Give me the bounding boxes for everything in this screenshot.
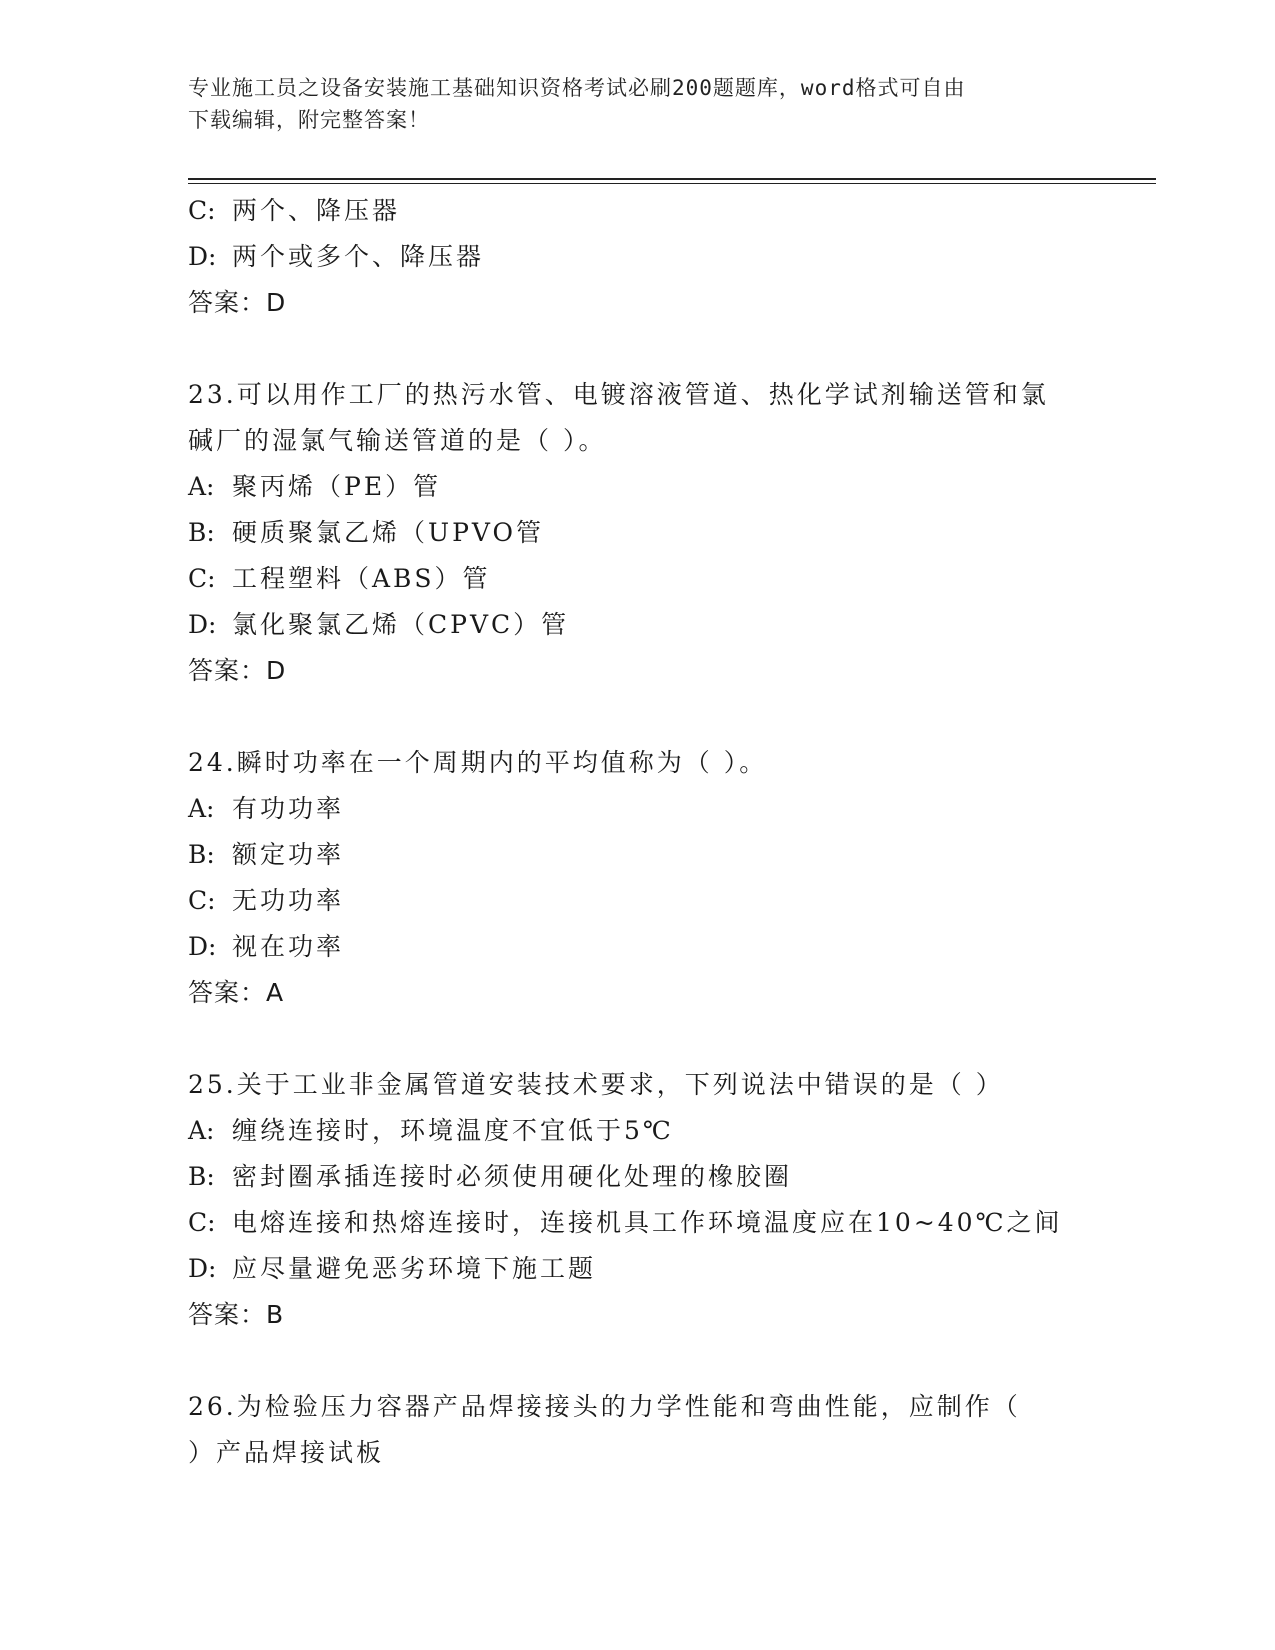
- question-24: [188, 740, 1088, 1016]
- spacer: [188, 1016, 1088, 1062]
- option-d: [188, 1246, 1088, 1292]
- spacer: [188, 326, 1088, 372]
- header-rule-thick: [188, 178, 1156, 180]
- option-text: 两个、降压器: [232, 196, 401, 225]
- question-stem-line: 25.关于工业非金属管道安装技术要求，下列说法中错误的是（ ）: [188, 1070, 1004, 1099]
- question-stem-line: 碱厂的湿氯气输送管道的是（ ）。: [188, 426, 607, 455]
- option-key: D:: [188, 1254, 217, 1283]
- prev-question-block: [188, 188, 1088, 326]
- option-key: D:: [188, 932, 217, 961]
- option-b: [188, 510, 1088, 556]
- option-key: C:: [188, 1208, 216, 1237]
- option-text: 硬质聚氯乙烯（UPVO管: [232, 518, 545, 547]
- question-stem-line: 24.瞬时功率在一个周期内的平均值称为（ ）。: [188, 748, 768, 777]
- option-key: D:: [188, 610, 217, 639]
- option-text: 应尽量避免恶劣环境下施工题: [232, 1254, 597, 1283]
- question-26: [188, 1384, 1088, 1476]
- answer-line: 答案：D: [188, 656, 287, 685]
- option-text: 视在功率: [232, 932, 345, 961]
- option-b: [188, 1154, 1088, 1200]
- answer-line: 答案：A: [188, 978, 285, 1007]
- option-text: 电熔连接和热熔连接时，连接机具工作环境温度应在10~40℃之间: [232, 1208, 1063, 1237]
- answer-line: 答案：D: [188, 288, 287, 317]
- option-a: [188, 786, 1088, 832]
- header-rule-thin: [188, 183, 1156, 184]
- option-key: B:: [188, 518, 215, 547]
- option-key: A:: [188, 472, 215, 501]
- option-c: [188, 556, 1088, 602]
- option-text: 额定功率: [232, 840, 345, 869]
- option-c: [188, 188, 1088, 234]
- question-stem-line: ）产品焊接试板: [188, 1438, 385, 1467]
- option-key: A:: [188, 794, 215, 823]
- spacer: [188, 1338, 1088, 1384]
- option-key: A:: [188, 1116, 215, 1145]
- option-text: 聚丙烯（PE）管: [232, 472, 442, 501]
- option-text: 缠绕连接时，环境温度不宜低于5℃: [232, 1116, 674, 1145]
- option-b: [188, 832, 1088, 878]
- option-text: 无功功率: [232, 886, 345, 915]
- option-key: C:: [188, 196, 216, 225]
- header-line-1: 专业施工员之设备安装施工基础知识资格考试必刷200题题库，word格式可自由: [188, 76, 966, 100]
- option-d: [188, 602, 1088, 648]
- option-text: 两个或多个、降压器: [232, 242, 485, 271]
- document-header: [188, 72, 1088, 136]
- header-line-2: 下载编辑，附完整答案！: [188, 108, 430, 132]
- question-stem-line: 26.为检验压力容器产品焊接接头的力学性能和弯曲性能，应制作（: [188, 1392, 1021, 1421]
- question-25: [188, 1062, 1088, 1338]
- option-d: [188, 234, 1088, 280]
- option-key: C:: [188, 564, 216, 593]
- option-text: 密封圈承插连接时必须使用硬化处理的橡胶圈: [232, 1162, 793, 1191]
- question-stem-line: 23.可以用作工厂的热污水管、电镀溶液管道、热化学试剂输送管和氯: [188, 380, 1049, 409]
- question-content: [188, 188, 1088, 1476]
- option-text: 工程塑料（ABS）管: [232, 564, 491, 593]
- option-a: [188, 464, 1088, 510]
- option-key: C:: [188, 886, 216, 915]
- answer-line: 答案：B: [188, 1300, 285, 1329]
- option-text: 有功功率: [232, 794, 345, 823]
- spacer: [188, 694, 1088, 740]
- option-c: [188, 1200, 1088, 1246]
- option-d: [188, 924, 1088, 970]
- option-key: B:: [188, 840, 215, 869]
- option-text: 氯化聚氯乙烯（CPVC）管: [232, 610, 570, 639]
- option-key: D:: [188, 242, 217, 271]
- option-c: [188, 878, 1088, 924]
- option-key: B:: [188, 1162, 215, 1191]
- question-23: [188, 372, 1088, 694]
- option-a: [188, 1108, 1088, 1154]
